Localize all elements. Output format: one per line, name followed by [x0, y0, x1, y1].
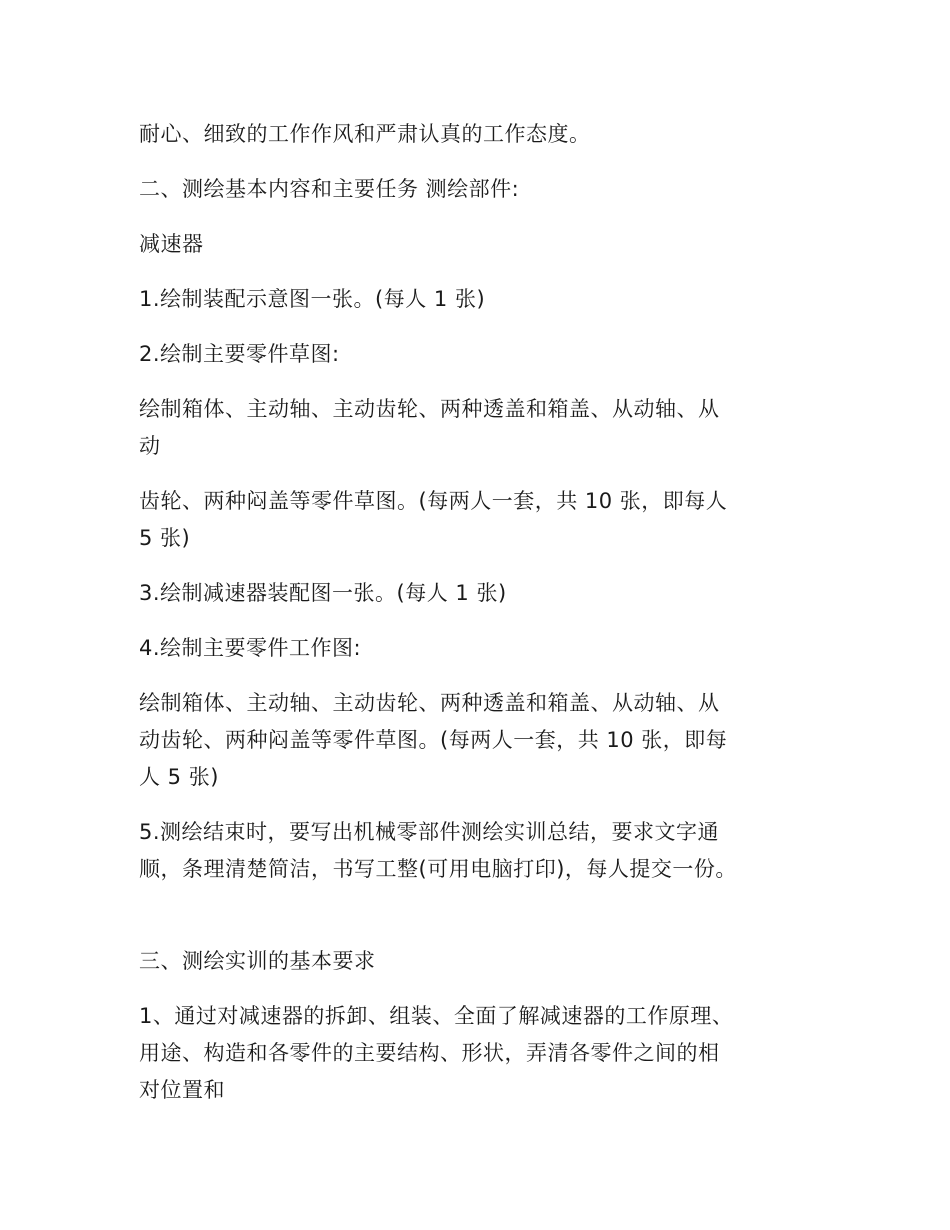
text-line: 5 张) [139, 526, 191, 550]
heading-section-3 [139, 943, 819, 980]
paragraph-work-attitude [139, 116, 819, 153]
text-line: 1、通过对减速器的拆卸、组装、全面了解减速器的工作原理、 [139, 1004, 734, 1028]
text-line: 绘制箱体、主动轴、主动齿轮、两种透盖和箱盖、从动轴、从 [139, 691, 720, 715]
text-line: 绘制箱体、主动轴、主动齿轮、两种透盖和箱盖、从动轴、从 [139, 397, 720, 421]
paragraph-reducer [139, 226, 819, 263]
task-item-3 [139, 575, 819, 612]
task-item-2-detail [139, 391, 819, 465]
text-line: 二、测绘基本内容和主要任务 测绘部件: [139, 177, 520, 201]
text-line: 4.绘制主要零件工作图: [139, 636, 362, 660]
text-line: 动齿轮、两种闷盖等零件草图。(每两人一套，共 10 张，即每 [139, 728, 728, 752]
text-line: 1.绘制装配示意图一张。(每人 1 张) [139, 287, 486, 311]
task-item-1 [139, 281, 819, 318]
task-item-4-detail [139, 685, 819, 796]
heading-section-2 [139, 171, 819, 208]
document-page [139, 116, 819, 1127]
text-line: 用途、构造和各零件的主要结构、形状，弄清各零件之间的相 [139, 1041, 720, 1065]
text-line: 对位置和 [139, 1078, 225, 1102]
text-line: 三、测绘实训的基本要求 [139, 949, 376, 973]
text-line: 动 [139, 434, 161, 458]
requirement-item-1 [139, 998, 819, 1109]
task-item-4 [139, 630, 819, 667]
task-item-2 [139, 336, 819, 373]
text-line: 5.测绘结束时，要写出机械零部件测绘实训总结，要求文字通 [139, 820, 720, 844]
text-line: 人 5 张) [139, 765, 219, 789]
task-item-5 [139, 814, 819, 888]
text-line: 顺，条理清楚简洁，书写工整(可用电脑打印)，每人提交一份。 [139, 857, 737, 881]
text-line: 2.绘制主要零件草图: [139, 342, 340, 366]
text-line: 3.绘制减速器装配图一张。(每人 1 张) [139, 581, 507, 605]
text-line: 齿轮、两种闷盖等零件草图。(每两人一套，共 10 张，即每人 [139, 489, 728, 513]
text-line: 耐心、细致的工作作风和严肃认真的工作态度。 [139, 122, 591, 146]
text-line: 减速器 [139, 232, 204, 256]
task-item-2-detail-cont [139, 483, 819, 557]
